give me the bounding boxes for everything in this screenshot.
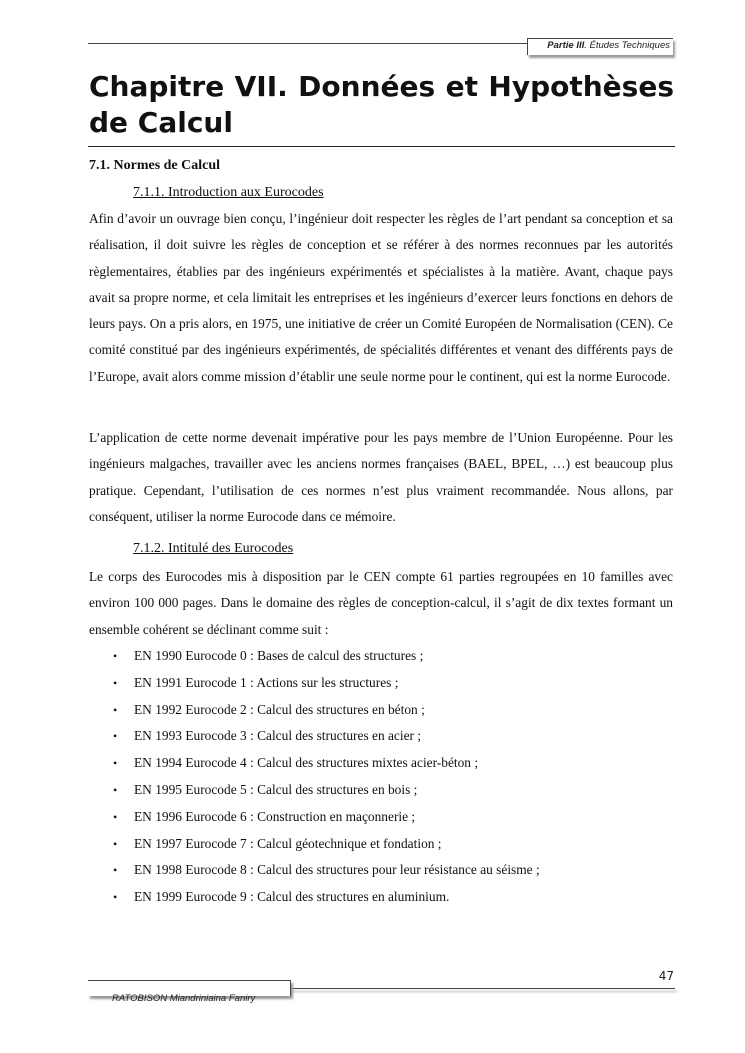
list-item [89, 777, 673, 804]
paragraph-intitule: Le corps des Eurocodes mis à disposition par le CEN compte 61 parties regroupées en 10 familles avec environ 100 000 pages. Dans le domaine des règles de conception-calcul, il s’agit de dix textes formant un ensemble cohérent se déclinant comme suit : [89, 569, 673, 637]
list-item [89, 723, 673, 750]
list-item-text: EN 1994 Eurocode 4 : Calcul des structures mixtes acier-béton ; [134, 755, 479, 771]
list-item-text: EN 1995 Eurocode 5 : Calcul des structures en bois ; [134, 781, 418, 797]
page-number: 47 [658, 969, 674, 983]
bullet-icon: • [113, 890, 118, 905]
eurocode-list [89, 643, 673, 911]
list-item-text: EN 1990 Eurocode 0 : Bases de calcul des structures ; [134, 648, 424, 663]
list-item-text: EN 1993 Eurocode 3 : Calcul des structures en acier ; [134, 728, 422, 744]
header-part-label: Partie III [547, 40, 585, 51]
footer-rule [290, 988, 675, 989]
list-item [89, 804, 673, 831]
list-item-text: EN 1998 Eurocode 8 : Calcul des structures pour leur résistance au séisme ; [134, 862, 540, 878]
bullet-icon: • [113, 809, 118, 824]
list-item-text: EN 1992 Eurocode 2 : Calcul des structures en béton ; [134, 701, 425, 717]
list-item-text: EN 1991 Eurocode 1 : Actions sur les structures ; [134, 674, 399, 690]
bullet-icon: • [113, 702, 118, 717]
list-item [89, 750, 673, 777]
list-item-text: EN 1999 Eurocode 9 : Calcul des structures en aluminium. [134, 889, 450, 905]
header-part-title: . Études Techniques [584, 40, 670, 51]
chapter-title-rule [88, 146, 675, 147]
bullet-icon: • [113, 836, 118, 851]
list-item-text: EN 1997 Eurocode 7 : Calcul géotechnique et fondation ; [134, 835, 442, 851]
subsection-heading-intitule: 7.1.2. Intitulé des Eurocodes [133, 541, 294, 556]
list-item [89, 670, 673, 697]
list-item [89, 884, 673, 911]
bullet-icon: • [113, 756, 118, 771]
header-rule [88, 43, 528, 44]
bullet-icon: • [113, 782, 118, 797]
list-item [89, 831, 673, 858]
bullet-icon: • [113, 729, 118, 744]
running-header [530, 40, 670, 51]
list-item-text: EN 1996 Eurocode 6 : Construction en maçonnerie ; [134, 808, 416, 824]
section-heading: 7.1. Normes de Calcul [89, 158, 221, 173]
subsection-heading-intro: 7.1.1. Introduction aux Eurocodes [133, 185, 324, 200]
bullet-icon: • [113, 863, 118, 878]
footer-author: RATOBISON Miandriniaina Faniry [112, 993, 256, 1004]
paragraph-intro-2: L’application de cette norme devenait impérative pour les pays membre de l’Union Européenne. Pour les ingénieurs malgaches, travailler avec les anciens normes françaises (BAEL, BPEL, …) est beaucoup plus pratique. Cependant, l’utilisation de ces normes n’est plus vraiment recommandée. Nous allons, par conséquent, utiliser la norme Eurocode dans ce mémoire. [89, 430, 673, 524]
bullet-icon: • [113, 675, 118, 690]
list-item [89, 857, 673, 884]
paragraph-intro-1: Afin d’avoir un ouvrage bien conçu, l’ingénieur doit respecter les règles de l’art pendant sa conception et sa réalisation, il doit suivre les règles de conception et se référer à des normes reconnues par les autorités règlementaires, établies par des ingénieurs expérimentés et spécialistes à la matière. Avant, chaque pays avait sa propre norme, et cela limitait les entreprises et les ingénieurs d’exercer leurs fonctions en dehors de leurs pays. On a pris alors, en 1975, une initiative de créer un Comité Européen de Normalisation (CEN). Ce comité constitué par des ingénieurs expérimentés, de spécialités différentes et venant des différents pays de l’Europe, avait alors comme mission d’établir une seule norme pour le continent, qui est la norme Eurocode. [89, 211, 673, 384]
list-item [89, 643, 673, 670]
list-item [89, 697, 673, 724]
bullet-icon: • [113, 649, 118, 663]
chapter-title: Chapitre VII. Données et Hypothèses de Calcul [89, 70, 674, 139]
